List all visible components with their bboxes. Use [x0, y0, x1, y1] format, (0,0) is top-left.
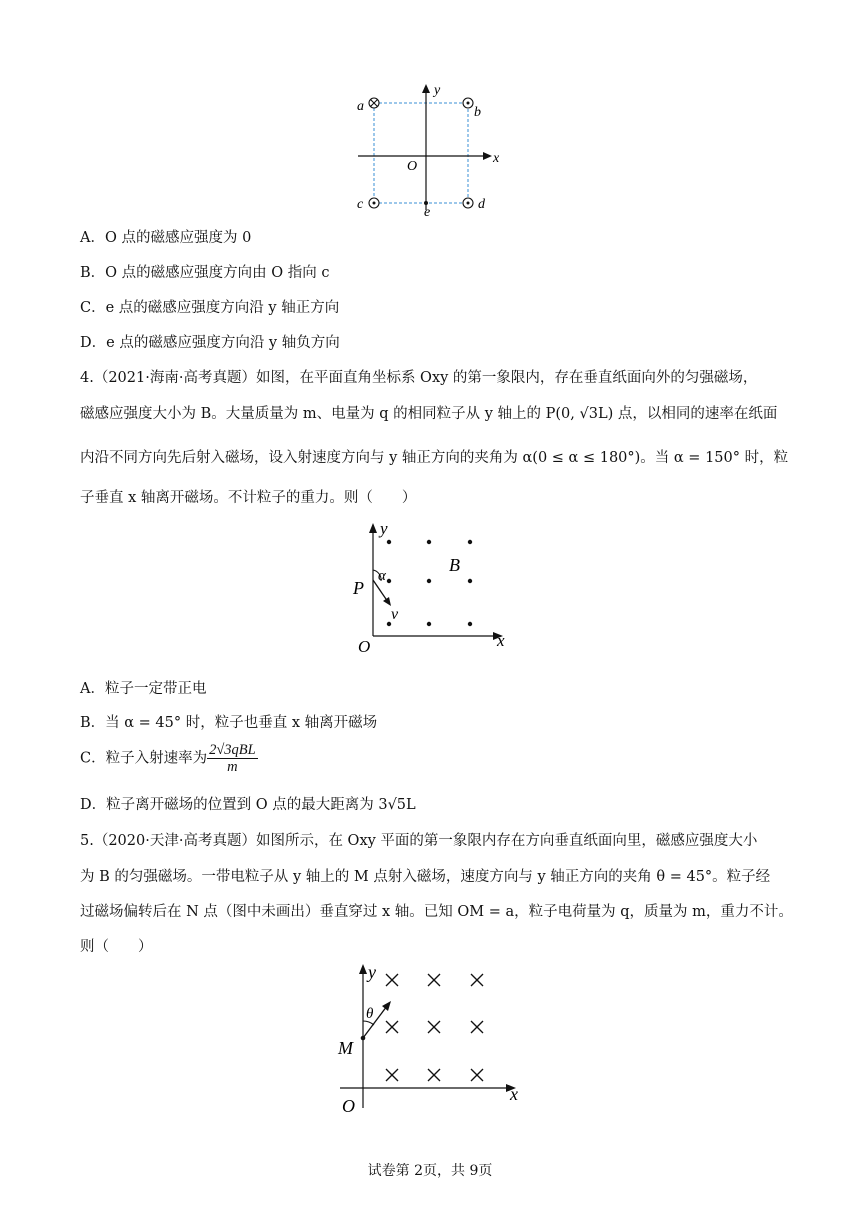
q3-option-c: C．e 点的磁感应强度方向沿 y 轴正方向	[80, 300, 340, 316]
y-label: y	[434, 83, 441, 98]
q5-stem-line1: 5.（2020·天津·高考真题）如图所示，在 Oxy 平面的第一象限内存在方向垂直纸面向里，磁感应强度大小	[80, 833, 758, 849]
origin-label: O	[407, 159, 418, 174]
wire-d-out-of-page-icon	[463, 198, 473, 208]
figure-q4	[345, 518, 515, 658]
y-label: y	[380, 519, 388, 538]
q3-option-b: B．O 点的磁感应强度方向由 O 指向 c	[80, 265, 330, 281]
y-label: y	[368, 962, 376, 982]
wire-d-label: d	[478, 197, 485, 212]
q5-stem-line2: 为 B 的匀强磁场。一带电粒子从 y 轴上的 M 点射入磁场，速度方向与 y 轴正方向的夹角 θ = 45°。粒子经	[80, 869, 771, 885]
q4-stem-line2: 磁感应强度大小为 B。大量质量为 m、电量为 q 的相同粒子从 y 轴上的 P(0, √3L) 点，以相同的速率在纸面	[80, 406, 778, 422]
wire-a-label: a	[357, 99, 364, 114]
q4-option-c	[80, 742, 258, 775]
wire-a-into-page-icon	[369, 98, 379, 108]
field-label: B	[449, 555, 460, 575]
x-label: x	[510, 1084, 518, 1104]
figure-four-wires	[350, 78, 510, 218]
field-crosses	[386, 974, 483, 1081]
field-dots	[387, 540, 472, 626]
x-label: x	[493, 151, 500, 166]
q5-stem-line4: 则（ ）	[80, 939, 153, 955]
q4-stem-line3: 内沿不同方向先后射入磁场，设入射速度方向与 y 轴正方向的夹角为 α(0 ≤ α ≤ 180°)。当 α = 150° 时，粒	[80, 450, 789, 466]
q4-stem-line4: 子垂直 x 轴离开磁场。不计粒子的重力。则（ ）	[80, 490, 417, 506]
figure-q5	[330, 958, 530, 1118]
point-m-label: M	[338, 1038, 353, 1058]
point-p-label: P	[353, 578, 364, 598]
fraction-numerator: 2√3qBL	[209, 742, 256, 758]
q4-stem-line1: 4.（2021·海南·高考真题）如图，在平面直角坐标系 Oxy 的第一象限内，存在垂直纸面向外的匀强磁场，	[80, 370, 758, 386]
theta-label: θ	[366, 1006, 374, 1022]
q3-option-d: D．e 点的磁感应强度方向沿 y 轴负方向	[80, 335, 340, 351]
q4-option-b: B．当 α = 45° 时，粒子也垂直 x 轴离开磁场	[80, 715, 378, 731]
q4-option-c-prefix: C．粒子入射速率为	[80, 750, 208, 767]
wire-b-out-of-page-icon	[463, 98, 473, 108]
fraction-denominator: m	[227, 759, 238, 775]
point-e-label: e	[424, 205, 431, 218]
q4-option-d: D．粒子离开磁场的位置到 O 点的最大距离为 3√5L	[80, 797, 416, 813]
page-footer: 试卷第 2页，共 9页	[367, 1163, 493, 1179]
q3-option-a: A．O 点的磁感应强度为 0	[80, 230, 252, 246]
q5-stem-line3: 过磁场偏转后在 N 点（图中未画出）垂直穿过 x 轴。已知 OM = a，粒子电荷量为 q，质量为 m，重力不计。	[80, 904, 793, 920]
q4-option-a: A．粒子一定带正电	[80, 681, 207, 697]
velocity-label: v	[391, 606, 399, 623]
wire-c-label: c	[357, 197, 364, 212]
x-label: x	[497, 631, 505, 650]
wire-b-label: b	[474, 105, 481, 120]
origin-label: O	[342, 1096, 355, 1116]
dashed-square	[374, 103, 468, 203]
wire-c-out-of-page-icon	[369, 198, 379, 208]
origin-label: O	[358, 637, 371, 656]
alpha-label: α	[378, 568, 386, 584]
velocity-fraction	[207, 742, 258, 775]
